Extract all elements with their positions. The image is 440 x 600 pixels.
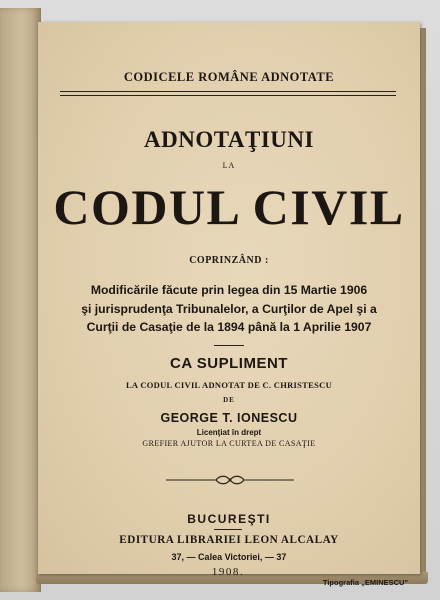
supplement-note: LA CODUL CIVIL ADNOTAT DE C. CHRISTESCU — [125, 380, 333, 390]
double-rule — [60, 91, 396, 96]
author-degree: Licenţiat în drept — [196, 428, 262, 437]
by-label: DE — [223, 396, 235, 404]
heading: ADNOTAŢIUNI — [144, 127, 314, 152]
description-line-2: şi jurisprudenţa Tribunalelor, a Curţilor de Apel şi a — [81, 302, 377, 316]
supplement-heading: CA SUPLIMENT — [170, 355, 288, 372]
imprint-city: BUCUREŞTI — [187, 512, 271, 526]
description-line-3: Curţii de Casaţie de la 1894 până la 1 Aprilie 1907 — [86, 320, 372, 334]
printer-credit: Tipografia „EMINESCU" — [322, 578, 408, 587]
book-left-leaf — [0, 8, 41, 592]
section-divider — [214, 345, 244, 346]
main-title: CODUL CIVIL — [53, 179, 405, 235]
heading-connector: LA — [222, 161, 236, 170]
series-title: CODICELE ROMÂNE ADNOTATE — [123, 70, 335, 84]
imprint-year: 1908. — [211, 566, 245, 578]
title-page — [38, 22, 420, 587]
imprint-divider — [214, 529, 242, 530]
ornament-divider — [166, 474, 294, 486]
imprint-address: 37, — Calea Victoriei, — 37 — [171, 552, 287, 562]
author-name: GEORGE T. IONESCU — [160, 411, 298, 425]
contents-label: COPRINZÂND : — [189, 255, 269, 266]
author-title: GREFIER AJUTOR LA CURTEA DE CASAŢIE — [142, 439, 316, 448]
imprint-publisher: EDITURA LIBRARIEI LEON ALCALAY — [119, 534, 339, 546]
description-line-1: Modificările făcute prin legea din 15 Martie 1906 — [90, 283, 368, 297]
